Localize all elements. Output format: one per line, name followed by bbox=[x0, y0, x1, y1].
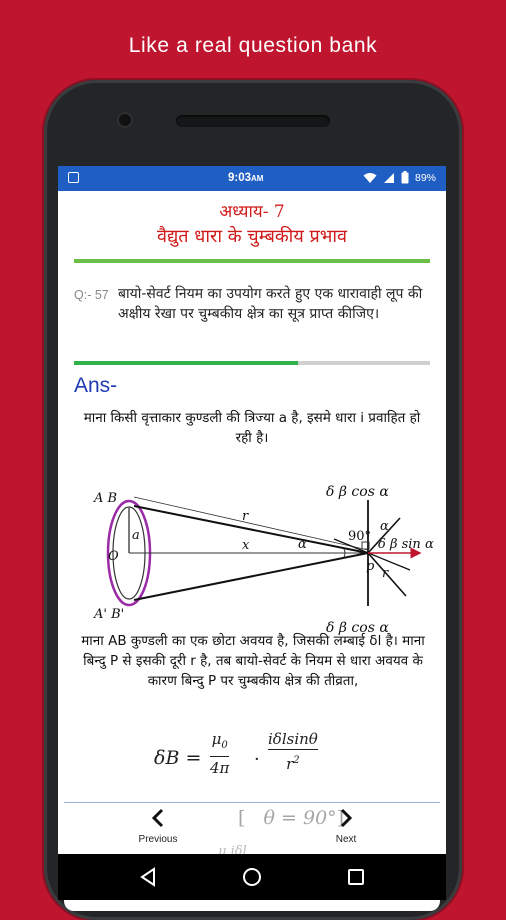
previous-label: Previous bbox=[138, 834, 178, 845]
system-recents-button[interactable] bbox=[326, 854, 386, 900]
answer-paragraph-2: माना AB कुण्डली का एक छोटा अवयव है, जिसकी लम्बाई δl है। माना बिन्दु P से इसकी दूरी r है, तब बायो-सेवर्ट के नियम से धारा अवयव के कारण बिन्दु P पर चुम्बकीय क्षेत्र की तीव्रता, bbox=[81, 633, 425, 689]
status-icons bbox=[363, 171, 436, 184]
earpiece-speaker bbox=[176, 115, 330, 127]
label-field-right: δ β sin α bbox=[378, 537, 434, 552]
line-ab2-to-p bbox=[134, 553, 368, 600]
answer-label: Ans- bbox=[74, 374, 118, 397]
question-text: बायो-सेवर्ट नियम का उपयोग करते हुए एक धारावाही लूप की अक्षीय रेखा पर चुम्बकीय क्षेत्र का सूत्र प्राप्त कीजिए। bbox=[118, 286, 423, 322]
formula-lhs: δB = bbox=[154, 747, 202, 769]
next-label: Next bbox=[335, 834, 357, 845]
battery-icon bbox=[401, 171, 409, 184]
wifi-icon bbox=[363, 172, 377, 184]
system-home-button[interactable] bbox=[222, 854, 282, 900]
status-bar bbox=[58, 166, 446, 191]
line-r bbox=[134, 497, 368, 550]
battery-percent: 89% bbox=[414, 171, 436, 184]
header-divider bbox=[74, 259, 430, 263]
system-back-button[interactable] bbox=[118, 854, 178, 900]
question-progress-fill bbox=[74, 361, 298, 365]
system-navigation-bar bbox=[58, 854, 446, 900]
formula-fraction-mu: $\mu_0$ 4π bbox=[210, 730, 230, 777]
next-button[interactable] bbox=[306, 808, 386, 845]
biot-savart-diagram bbox=[92, 470, 434, 636]
label-90: 90° bbox=[348, 529, 372, 544]
nav-divider bbox=[64, 802, 440, 803]
chevron-left-icon bbox=[150, 808, 166, 828]
status-time: 9:03AM bbox=[228, 172, 264, 184]
notification-image-icon bbox=[68, 172, 79, 183]
promo-caption: Like a real question bank bbox=[128, 34, 378, 57]
label-ab: A B bbox=[94, 491, 118, 506]
home-circle-icon bbox=[222, 854, 282, 900]
recents-square-icon bbox=[326, 854, 386, 900]
front-camera bbox=[119, 114, 131, 126]
previous-button[interactable] bbox=[118, 808, 198, 845]
label-ab-prime: A' B' bbox=[94, 607, 125, 622]
label-a: a bbox=[132, 528, 140, 543]
line-ab-to-p bbox=[134, 506, 368, 553]
chapter-number: अध्याय- 7 bbox=[219, 202, 285, 222]
formula-fraction-main: iδlsinθ $r^2$ bbox=[268, 730, 318, 773]
label-o: O bbox=[108, 549, 119, 564]
label-alpha-1: α bbox=[298, 537, 307, 552]
question-progress-bar bbox=[74, 361, 430, 365]
label-field-bottom: δ β cos α bbox=[326, 620, 389, 636]
biot-savart-formula bbox=[154, 729, 354, 789]
answer-paragraph-1: माना किसी वृत्ताकार कुण्डली की त्रिज्या a है, इसमे धारा i प्रवाहित हो रही है। bbox=[83, 410, 421, 446]
label-p: p bbox=[366, 559, 375, 574]
label-alpha-2: α bbox=[380, 519, 389, 534]
chapter-title: वैद्युत धारा के चुम्बकीय प्रभाव bbox=[156, 226, 348, 247]
back-triangle-icon bbox=[118, 854, 178, 900]
label-x: x bbox=[242, 538, 250, 553]
label-r-2: r bbox=[382, 566, 389, 581]
bottom-navigation bbox=[58, 802, 446, 854]
phone-screen bbox=[58, 166, 446, 900]
chevron-right-icon bbox=[338, 808, 354, 828]
label-field-top: δ β cos α bbox=[326, 484, 389, 500]
cell-signal-icon bbox=[383, 172, 395, 184]
question-number: Q:- 57 bbox=[74, 288, 109, 302]
label-r-top: r bbox=[242, 509, 249, 524]
formula-dot: · bbox=[254, 749, 260, 770]
